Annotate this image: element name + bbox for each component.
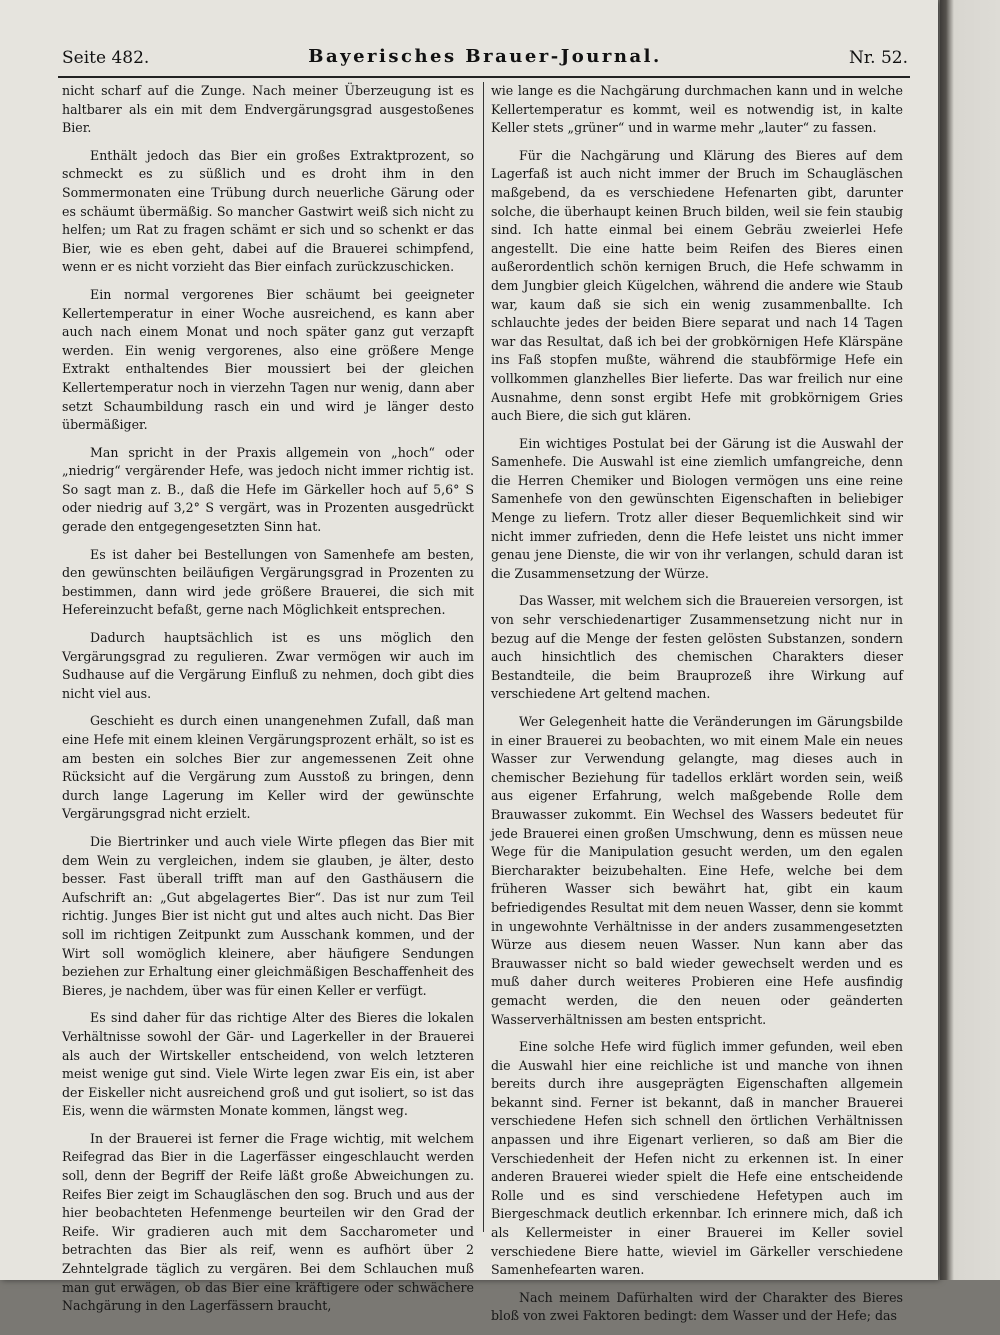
- column-divider: [483, 82, 484, 1232]
- paragraph: Es ist daher bei Bestellungen von Samenhefe am besten, den gewünschten beiläufigen Vergärungsgrad in Prozenten zu bestimmen, dann wird jede größere Brauerei, die sich mit Hefereinzucht befaßt, gerne nach Möglichkeit entsprechen.: [62, 546, 474, 618]
- paragraph: Die Biertrinker und auch viele Wirte pflegen das Bier mit dem Wein zu vergleichen, indem sie glauben, je älter, desto besser. Fast überall trifft man auf den Gasthäusern die Aufschrift an: „Gut abgelagertes Bier“. Das ist nur zum Teil richtig. Junges Bier ist nicht gut und altes auch nicht. Das Bier soll im richtigen Zeitpunkt zum Ausschank kommen, und der Wirt soll womöglich kleinere, aber häufigere Sendungen beziehen zur Erhaltung einer gleichmäßigen Beschaffenheit des Bieres, je nachdem, über was für einen Keller er verfügt.: [62, 833, 474, 998]
- issue-number: Nr. 52.: [849, 48, 908, 68]
- page-number: Seite 482.: [62, 48, 150, 68]
- journal-title: Bayerisches Brauer-Journal.: [308, 46, 662, 67]
- page-header: [62, 48, 908, 70]
- paragraph: Ein wichtiges Postulat bei der Gärung ist die Auswahl der Samenhefe. Die Auswahl ist eine ziemlich umfangreiche, denn die Herren Chemiker und Biologen vermögen uns eine reine Samenhefe von den gewünschten Eigenschaften in beliebiger Menge zu liefern. Trotz aller dieser Bequemlichkeit sind wir nicht immer zufrieden, denn die Hefe leistet uns nicht immer genau jene Dienste, die wir von ihr verlangen, schuld daran ist die Zusammensetzung der Würze.: [491, 435, 903, 581]
- paragraph: Nach meinem Dafürhalten wird der Charakter des Bieres bloß von zwei Faktoren bedingt: dem Wasser und der Hefe; das: [491, 1289, 903, 1324]
- paragraph: Enthält jedoch das Bier ein großes Extraktprozent, so schmeckt es zu süßlich und es droht ihm in den Sommermonaten eine Trübung durch neuerliche Gärung oder es schäumt übermäßig. So mancher Gastwirt weiß sich nicht zu helfen; um Rat zu fragen schämt er sich und so schenkt er das Bier, wie es eben geht, dabei auf die Brauerei schimpfend, wenn er es nicht vorzieht das Bier einfach zurückzuschicken.: [62, 147, 474, 275]
- paragraph: Man spricht in der Praxis allgemein von „hoch“ oder „niedrig“ vergärender Hefe, was jedoch nicht immer richtig ist. So sagt man z. B., daß die Hefe im Gärkeller hoch auf 5,6° S oder niedrig auf 3,2° S vergärt, was in Prozenten ausgedrückt gerade den entgegengesetzten Sinn hat.: [62, 444, 474, 535]
- paragraph: Dadurch hauptsächlich ist es uns möglich den Vergärungsgrad zu regulieren. Zwar vermögen wir auch im Sudhause auf die Vergärung Einfluß zu nehmen, doch gibt dies nicht viel aus.: [62, 630, 474, 701]
- paragraph: wie lange es die Nachgärung durchmachen kann und in welche Kellertemperatur es kommt, weil es notwendig ist, in kalte Keller stets „grüner“ und in warme mehr „lauter“ zu fassen.: [491, 83, 903, 136]
- paragraph: Wer Gelegenheit hatte die Veränderungen im Gärungsbilde in einer Brauerei zu beobachten, wo mit einem Male ein neues Wasser zur Verwendung gelangte, mag dieses auch in chemischer Beziehung für tadellos erklärt worden sein, weiß aus eigener Erfahrung, welch maßgebende Rolle dem Brauwasser zukommt. Ein Wechsel des Wassers bedeutet für jede Brauerei einen großen Umschwung, denn es müssen neue Wege für die Manipulation gesucht werden, um den egalen Biercharakter beizubehalten. Eine Hefe, welche bei dem früheren Wasser sich bewährt hat, gibt ein kaum befriedigendes Resultat mit dem neuen Wasser, denn sie kommt in ungewohnte Verhältnisse in der anders zusammengesetzten Würze aus diesem neuen Wasser. Nun kann aber das Brauwasser nicht so bald wieder gewechselt werden und es muß daher durch weiteres Probieren eine Hefe ausfindig gemacht werden, die den neuen oder geänderten Wasserverhältnissen am besten entspricht.: [491, 714, 903, 1027]
- right-column: [491, 82, 903, 1335]
- paragraph: Eine solche Hefe wird füglich immer gefunden, weil eben die Auswahl hier eine reichliche ist und manche von ihnen bereits durch ihre ausgeprägten Eigenschaften allgemein bekannt sind. Ferner ist bekannt, daß in mancher Brauerei verschiedene Hefen sich schnell den örtlichen Verhältnissen anpassen und ihre Eigenart verlieren, so daß am Bier die Verschiedenheit der Hefen nicht zu erkennen ist. In einer anderen Brauerei wieder spielt die Hefe eine entscheidende Rolle und es sind verschiedene Hefetypen auch im Biergeschmack deutlich erkennbar. Ich erinnere mich, daß ich als Kellermeister in einer Brauerei im Keller soviel verschiedene Biere hatte, wieviel im Gärkeller verschiedene Samenhefearten waren.: [491, 1039, 903, 1278]
- paragraph: Es sind daher für das richtige Alter des Bieres die lokalen Verhältnisse sowohl der Gär- und Lagerkeller in der Brauerei als auch der Wirtskeller entscheidend, von welch letzteren meist wenige gut sind. Viele Wirte legen zwar Eis ein, ist aber der Eiskeller nicht ausreichend groß und gut isoliert, so ist das Eis, wenn die wärmsten Monate kommen, längst weg.: [62, 1010, 474, 1119]
- left-column: [62, 82, 474, 1325]
- header-rule: [58, 76, 910, 78]
- adjacent-page-edge: [940, 0, 1000, 1280]
- paragraph: Das Wasser, mit welchem sich die Brauereien versorgen, ist von sehr verschiedenartiger Zusammensetzung nicht nur in bezug auf die Menge der festen gelösten Substanzen, sondern auch hinsichtlich des chemischen Charakters dieser Bestandteile, die beim Brauprozeß ihre Wirkung auf verschiedene Art geltend machen.: [491, 593, 903, 702]
- paragraph: In der Brauerei ist ferner die Frage wichtig, mit welchem Reifegrad das Bier in die Lagerfässer eingeschlaucht werden soll, denn der Begriff der Reife läßt große Abweichungen zu. Reifes Bier zeigt im Schaugläschen den sog. Bruch und aus der hier beobachteten Hefenmenge beurteilen wir den Grad der Reife. Wir gradieren auch mit dem Saccharometer und betrachten das Bier als reif, wenn es aufhört über 2 Zehntelgrade täglich zu vergären. Bei dem Schlauchen muß man gut erwägen, ob das Bier eine kräftigere oder schwächere Nachgärung in den Lagerfässern braucht,: [62, 1130, 474, 1314]
- paragraph: nicht scharf auf die Zunge. Nach meiner Überzeugung ist es haltbarer als ein mit dem Endvergärungsgrad ausgestoßenes Bier.: [62, 83, 474, 136]
- paragraph: Ein normal vergorenes Bier schäumt bei geeigneter Kellertemperatur in einer Woche ausreichend, es kann aber auch nach einem Monat und noch später ganz gut verzapft werden. Ein wenig vergorenes, also eine größere Menge Extrakt enthaltendes Bier moussiert bei der gleichen Kellertemperatur noch in vierzehn Tagen nur wenig, dann aber setzt Schaumbildung rasch ein und wird je länger desto übermäßiger.: [62, 286, 474, 433]
- paragraph: Geschieht es durch einen unangenehmen Zufall, daß man eine Hefe mit einem kleinen Vergärungsprozent erhält, so ist es am besten ein solches Bier zur angemessenen Zeit ohne Rücksicht auf die Vergärung zum Ausstoß zu bringen, denn durch lange Lagerung im Keller wird der gewünschte Vergärungsgrad nicht erzielt.: [62, 713, 474, 822]
- paragraph: Für die Nachgärung und Klärung des Bieres auf dem Lagerfaß ist auch nicht immer der Bruch im Schaugläschen maßgebend, da es verschiedene Hefenarten gibt, darunter solche, die überhaupt keinen Bruch bilden, weil sie fein staubig sind. Ich hatte einmal bei einem Gebräu zweierlei Hefe angestellt. Die eine hatte beim Reifen des Bieres einen außerordentlich schön kernigen Bruch, die Hefe schwamm in dem Jungbier gleich Kügelchen, während die andere wie Staub war, kaum daß sie sich ein wenig zusammenballte. Ich schlauchte jedes der beiden Biere separat und nach 14 Tagen war das Resultat, daß ich bei der grobkörnigen Hefe Klärspäne ins Faß stopfen mußte, während die staubförmige Hefe ein vollkommen glanzhelles Bier lieferte. Das war freilich nur eine Ausnahme, denn sonst ergibt Hefe mit grobkörnigem Gries auch Biere, die sich gut klären.: [491, 147, 903, 424]
